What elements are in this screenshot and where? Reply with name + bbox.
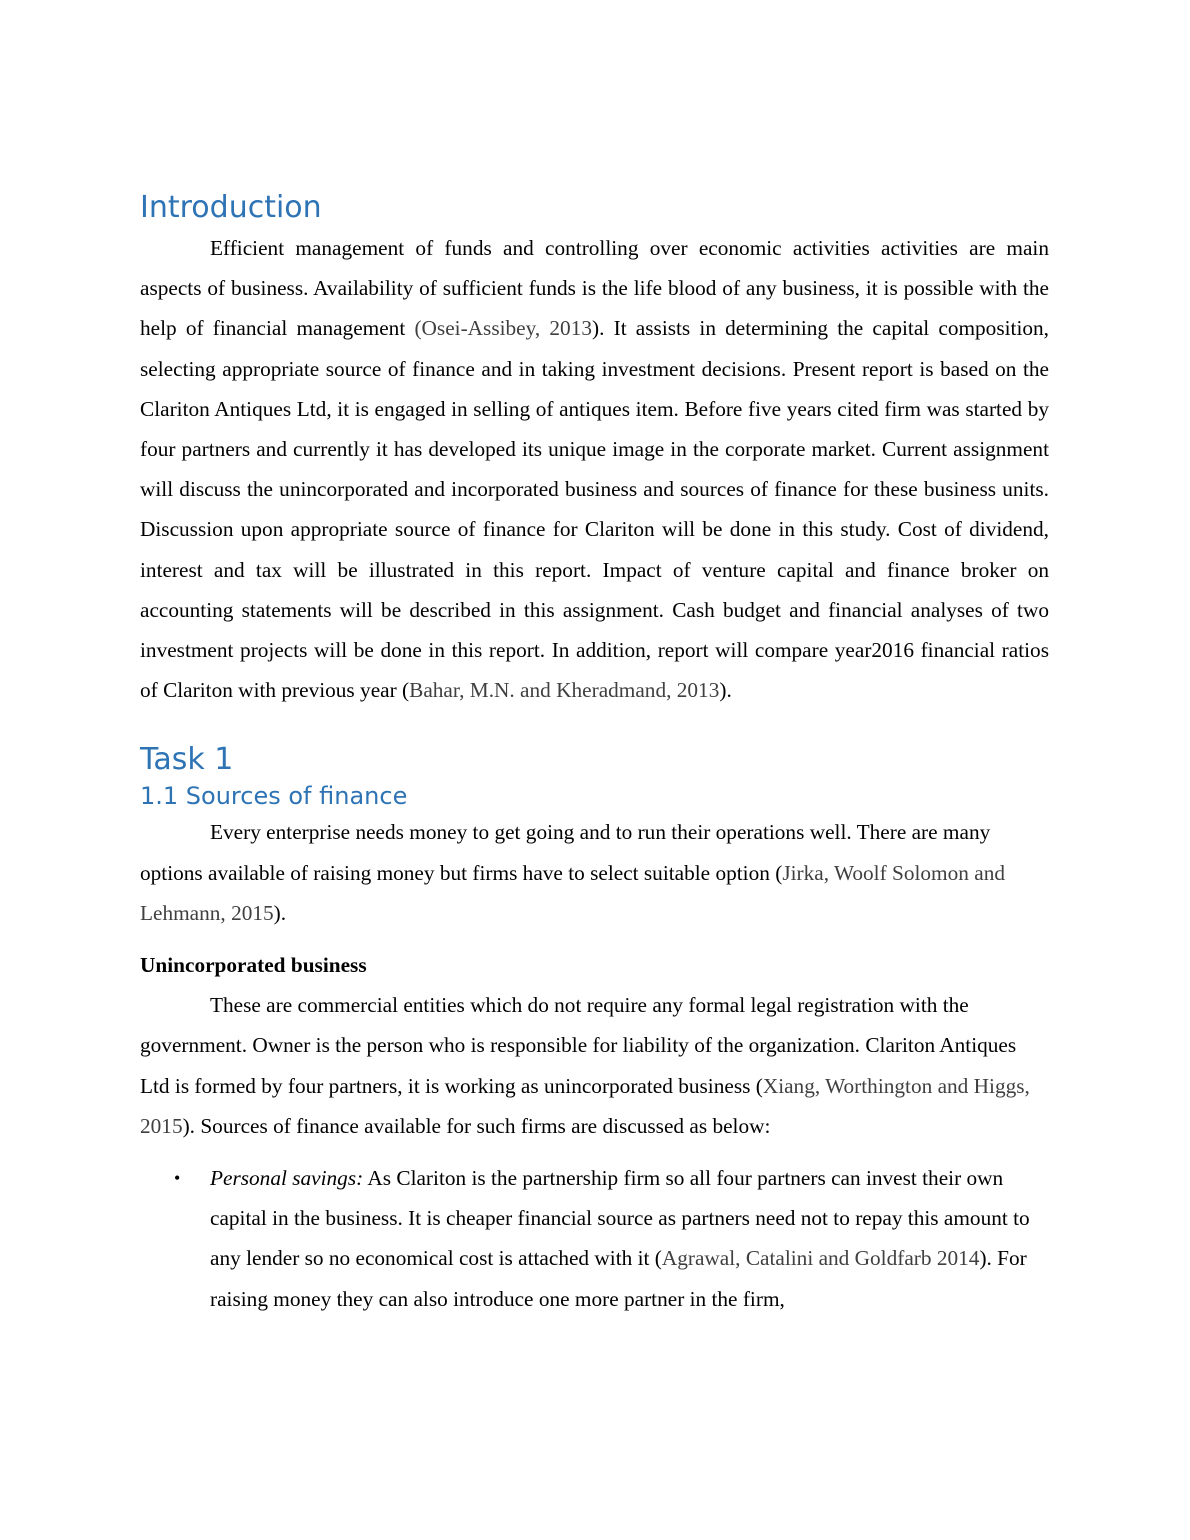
- unincorporated-text-1: These are commercial entities which do not require any formal legal registration with the government. Owner is the person who is responsible for liability of the organization. Clariton Antiques Ltd is formed by four partners, it is working as unincorporated business (: [140, 993, 1017, 1098]
- introduction-heading: Introduction: [140, 190, 322, 225]
- citation-xiang: Xiang, Worthington and Higgs, 2015: [140, 1073, 1030, 1138]
- sources-of-finance-subheading: 1.1 Sources of finance: [140, 782, 408, 811]
- task1-heading: Task 1: [140, 742, 234, 778]
- unincorporated-text-2: ). Sources of finance available for such firms are discussed as below:: [182, 1113, 771, 1138]
- citation-jirka: Jirka, Woolf Solomon and Lehmann, 2015: [140, 860, 1005, 925]
- introduction-paragraph: [140, 228, 1049, 710]
- citation-osei-assibey: (Osei-Assibey, 2013: [414, 316, 592, 341]
- unincorporated-paragraph: [140, 985, 1049, 1146]
- bullet1-text-2: ). For raising money they can also introduce one more partner in the firm,: [210, 1246, 1027, 1311]
- citation-agrawal: Agrawal, Catalini and Goldfarb 2014: [661, 1246, 980, 1271]
- unincorporated-business-heading: Unincorporated business: [140, 953, 367, 978]
- list-item: [140, 1158, 1049, 1319]
- citation-bahar: Bahar, M.N. and Kheradmand, 2013: [409, 678, 720, 703]
- sources-text-1: Every enterprise needs money to get going and to run their operations well. There are many options available of raising money but firms have to select suitable option (: [140, 820, 991, 885]
- intro-text-2: ). It assists in determining the capital composition, selecting appropriate source of finance and in taking investment decisions. Present report is based on the Clariton Antiques Ltd, it is engaged in selling of antiques item. Before five years cited firm was started by four partners and currently it has developed its unique image in the corporate market. Current assignment will discuss the unincorporated and incorporated business and sources of finance for these business units. Discussion upon appropriate source of finance for Clariton will be done in this study. Cost of dividend, interest and tax will be illustrated in this report. Impact of venture capital and finance broker on accounting statements will be described in this assignment. Cash budget and financial analyses of two investment projects will be done in this report. In addition, report will compare year2016 financial ratios of Clariton with previous year (: [140, 316, 1049, 703]
- sources-paragraph: [140, 812, 1049, 933]
- bullet1-text-1: As Clariton is the partnership firm so all four partners can invest their own capital in the business. It is cheaper financial source as partners need not to repay this amount to any lender so no economical cost is attached with it (: [210, 1166, 1030, 1271]
- intro-text-1: Efficient management of funds and controlling over economic activities activities are main aspects of business. Availability of sufficient funds is the life blood of any business, it is possible with the help of financial management: [140, 236, 1049, 341]
- intro-text-3: ).: [719, 678, 732, 703]
- document-page: [140, 188, 1049, 1319]
- personal-savings-label: Personal savings:: [210, 1166, 364, 1191]
- sources-text-2: ).: [273, 900, 287, 925]
- finance-sources-list: [140, 1158, 1049, 1319]
- bullet-icon: •: [174, 1168, 181, 1189]
